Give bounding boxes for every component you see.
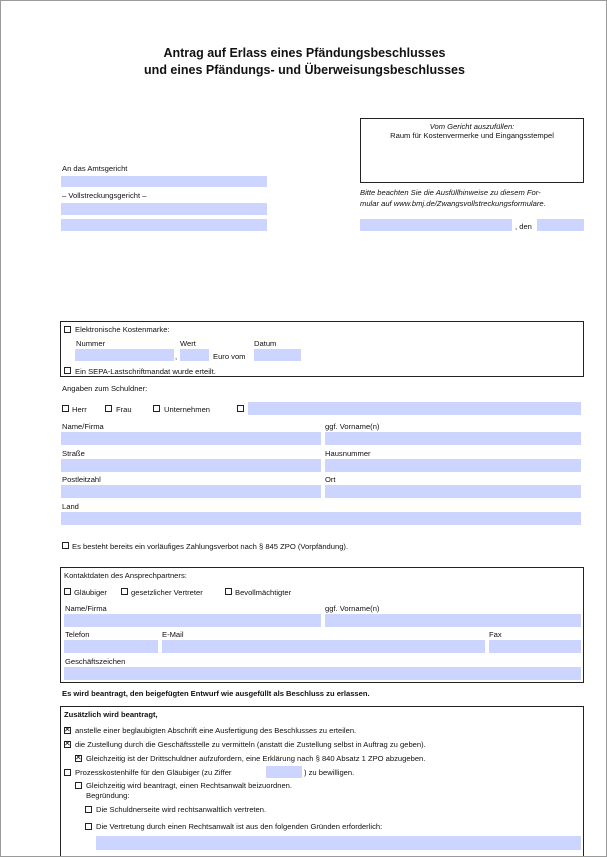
country-label: Land: [62, 502, 79, 511]
postcode-field[interactable]: [61, 485, 321, 498]
frau-checkbox[interactable]: [105, 405, 112, 412]
debtor-firstname-field[interactable]: [325, 432, 581, 445]
contact-firstname-field[interactable]: [325, 614, 581, 627]
rechtsanwalt-checkbox[interactable]: [75, 782, 82, 789]
stamp-date-field[interactable]: [254, 349, 301, 361]
drittschuldner-label: Gleichzeitig ist der Drittschuldner aufzufordern, eine Erklärung nach § 840 Absatz 1 ZPO abzugeben.: [86, 754, 426, 763]
street-field[interactable]: [61, 459, 321, 472]
country-field[interactable]: [61, 512, 581, 525]
begruendung-label: Begründung:: [86, 791, 130, 800]
zustellung-checkbox[interactable]: [64, 741, 71, 748]
glaeubiger-label: Gläubiger: [74, 588, 107, 597]
stamp-date-label: Datum: [254, 339, 277, 348]
reference-label: Geschäftszeichen: [65, 657, 126, 666]
debtor-name-label: Name/Firma: [62, 422, 104, 431]
contact-name-field[interactable]: [64, 614, 321, 627]
form-title-line-2: und eines Pfändungs- und Überweisungsbeschlusses: [144, 63, 465, 77]
unternehmen-checkbox[interactable]: [153, 405, 160, 412]
notice-line-2: mular auf www.bmj.de/Zwangsvollstreckungsformulare.: [360, 199, 546, 208]
ausfertigung-label: anstelle einer beglaubigten Abschrift eine Ausfertigung des Beschlusses zu erteilen.: [75, 726, 357, 735]
preliminary-ban-checkbox[interactable]: [62, 542, 69, 549]
main-request-text: Es wird beantragt, den beigefügten Entwurf wie ausgefüllt als Beschluss zu erlassen.: [62, 689, 370, 698]
herr-label: Herr: [72, 405, 87, 414]
form-title-line-1: Antrag auf Erlass eines Pfändungsbeschlusses: [163, 46, 446, 60]
court-name-field[interactable]: [61, 176, 267, 187]
court-address-field-2[interactable]: [61, 219, 267, 231]
glaeubiger-checkbox[interactable]: [64, 588, 71, 595]
court-box-heading: Vom Gericht auszufüllen:: [429, 122, 515, 131]
vertreter-checkbox[interactable]: [121, 588, 128, 595]
phone-label: Telefon: [65, 630, 90, 639]
bevollmaechtigter-checkbox[interactable]: [225, 588, 232, 595]
rechtsanwalt-label: Gleichzeitig wird beantragt, einen Rechtsanwalt beizuordnen.: [86, 781, 292, 790]
enforcement-court-label: – Vollstreckungsgericht –: [62, 191, 147, 200]
debtor-firstname-label: ggf. Vorname(n): [325, 422, 380, 431]
email-field[interactable]: [162, 640, 485, 653]
city-field[interactable]: [325, 485, 581, 498]
prozesskostenhilfe-label: Prozesskostenhilfe für den Gläubiger (zu Ziffer: [75, 768, 232, 777]
stamp-value-label: Wert: [180, 339, 196, 348]
value-comma: ,: [175, 352, 178, 361]
herr-checkbox[interactable]: [62, 405, 69, 412]
begruendung-field[interactable]: [96, 836, 581, 850]
fax-label: Fax: [489, 630, 502, 639]
stamp-value-field[interactable]: [180, 349, 209, 361]
contact-heading: Kontaktdaten des Ansprechpartners:: [64, 571, 187, 580]
euro-vom-label: Euro vom: [213, 352, 246, 361]
debtor-heading: Angaben zum Schuldner:: [62, 384, 148, 393]
preliminary-ban-label: Es besteht bereits ein vorläufiges Zahlungsverbot nach § 845 ZPO (Vorpfändung).: [72, 542, 349, 551]
sepa-label: Ein SEPA-Lastschriftmandat wurde erteilt.: [75, 367, 216, 376]
date-separator: , den: [515, 222, 532, 231]
place-field[interactable]: [360, 219, 512, 231]
court-stamp-box: [360, 118, 584, 183]
city-label: Ort: [325, 475, 336, 484]
court-address-field-1[interactable]: [61, 203, 267, 215]
postcode-label: Postleitzahl: [62, 475, 101, 484]
cost-stamp-label: Elektronische Kostenmarke:: [75, 325, 170, 334]
bevollmaechtigter-label: Bevollmächtigter: [235, 588, 292, 597]
debtor-name-field[interactable]: [61, 432, 321, 445]
housenumber-label: Hausnummer: [325, 449, 371, 458]
court-address-label: An das Amtsgericht: [62, 164, 128, 173]
vertretung-checkbox[interactable]: [85, 823, 92, 830]
email-label: E-Mail: [162, 630, 184, 639]
zustellung-label: die Zustellung durch die Geschäftsstelle zu vermitteln (anstatt die Zustellung selbst in Auftrag zu geben).: [75, 740, 426, 749]
schuldnerseite-label: Die Schuldnerseite wird rechtsanwaltlich vertreten.: [96, 805, 267, 814]
reference-field[interactable]: [64, 667, 581, 680]
other-title-checkbox[interactable]: [237, 405, 244, 412]
stamp-number-field[interactable]: [75, 349, 174, 361]
drittschuldner-checkbox[interactable]: [75, 755, 82, 762]
unternehmen-label: Unternehmen: [164, 405, 211, 414]
frau-label: Frau: [116, 405, 132, 414]
housenumber-field[interactable]: [325, 459, 581, 472]
fax-field[interactable]: [489, 640, 581, 653]
contact-name-label: Name/Firma: [65, 604, 107, 613]
ausfertigung-checkbox[interactable]: [64, 727, 71, 734]
ziffer-field[interactable]: [266, 766, 302, 778]
other-title-field[interactable]: [248, 402, 581, 415]
prozesskostenhilfe-checkbox[interactable]: [64, 769, 71, 776]
date-field[interactable]: [537, 219, 584, 231]
street-label: Straße: [62, 449, 85, 458]
stamp-number-label: Nummer: [76, 339, 106, 348]
vertreter-label: gesetzlicher Vertreter: [131, 588, 203, 597]
schuldnerseite-checkbox[interactable]: [85, 806, 92, 813]
cost-stamp-checkbox[interactable]: [64, 326, 71, 333]
prozesskostenhilfe-suffix: ) zu bewilligen.: [304, 768, 355, 777]
additional-heading: Zusätzlich wird beantragt,: [64, 710, 158, 719]
court-box-text: Raum für Kostenvermerke und Eingangsstempel: [390, 131, 554, 140]
phone-field[interactable]: [64, 640, 158, 653]
notice-line-1: Bitte beachten Sie die Ausfüllhinweise zu diesem For-: [360, 188, 541, 197]
vertretung-label: Die Vertretung durch einen Rechtsanwalt ist aus den folgenden Gründen erforderlich:: [96, 822, 383, 831]
contact-firstname-label: ggf. Vorname(n): [325, 604, 380, 613]
sepa-checkbox[interactable]: [64, 367, 71, 374]
